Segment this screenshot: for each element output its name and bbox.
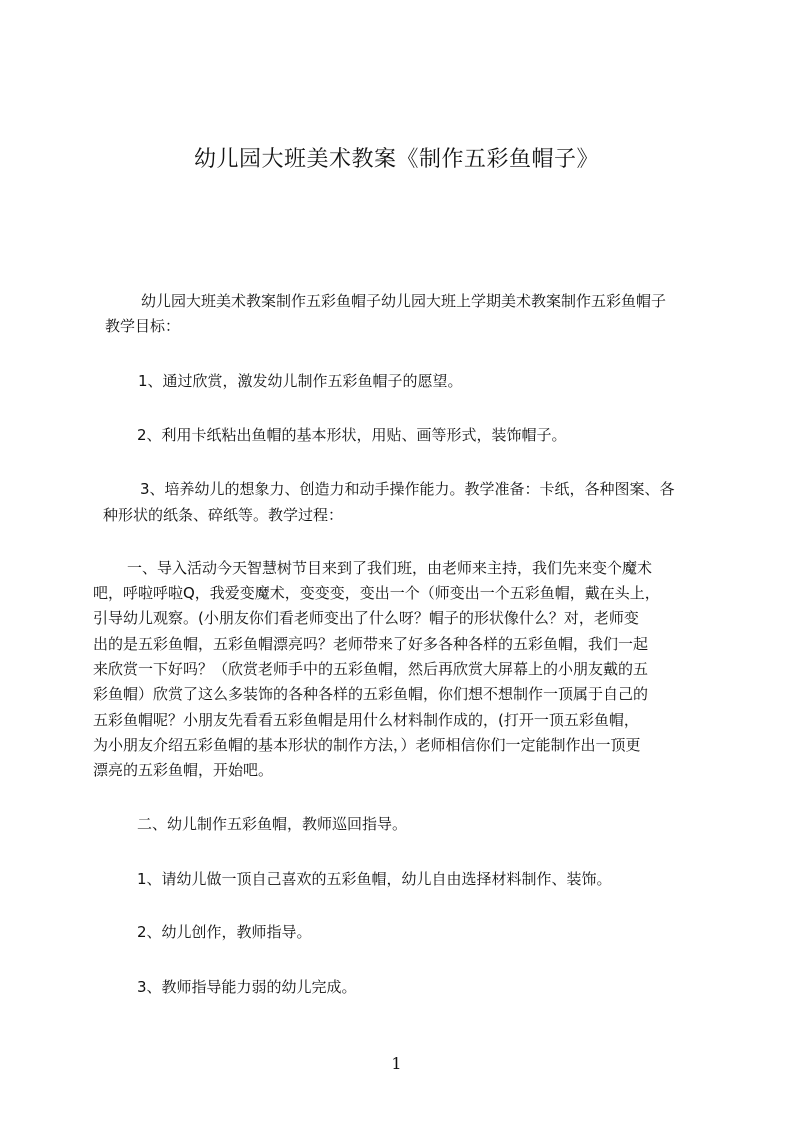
paragraph-section-1-line: 五彩鱼帽呢？小朋友先看看五彩鱼帽是用什么材料制作成的，(打开一顶五彩鱼帽， (93, 711, 639, 729)
paragraph-section-2-step-3: 3、教师指导能力弱的幼儿完成。 (137, 978, 357, 996)
paragraph-objectives-heading: 教学目标： (105, 317, 181, 335)
paragraph-section-1-line: 吧，呼啦呼啦Q，我爱变魔术，变变变，变出一个（师变出一个五彩鱼帽，戴在头上， (93, 584, 660, 602)
paragraph-objective-3: 3、培养幼儿的想象力、创造力和动手操作能力。教学准备：卡纸，各种图案、各 (140, 480, 675, 498)
paragraph-objective-2: 2、利用卡纸粘出鱼帽的基本形状，用贴、画等形式，装饰帽子。 (137, 426, 567, 444)
paragraph-preparation: 种形状的纸条、碎纸等。教学过程： (103, 506, 344, 524)
paragraph-section-1-line: 为小朋友介绍五彩鱼帽的基本形状的制作方法，）老师相信你们一定能制作出一顶更 (93, 736, 641, 754)
paragraph-section-2-step-2: 2、幼儿创作，教师指导。 (137, 923, 312, 941)
paragraph-section-1-line: 彩鱼帽）欣赏了这么多装饰的各种各样的五彩鱼帽，你们想不想制作一顶属于自己的 (93, 685, 649, 703)
paragraph-section-2-step-1: 1、请幼儿做一顶自己喜欢的五彩鱼帽，幼儿自由选择材料制作、装饰。 (137, 870, 612, 888)
document-title: 幼儿园大班美术教案《制作五彩鱼帽子》 (193, 147, 599, 172)
paragraph-section-1-line: 出的是五彩鱼帽，五彩鱼帽漂亮吗？老师带来了好多各种各样的五彩鱼帽，我们一起 (93, 635, 649, 653)
paragraph-intro: 幼儿园大班美术教案制作五彩鱼帽子幼儿园大班上学期美术教案制作五彩鱼帽子 (141, 292, 667, 310)
page-number: 1 (391, 1054, 402, 1073)
paragraph-section-1-line: 来欣赏一下好吗？（欣赏老师手中的五彩鱼帽，然后再欣赏大屏幕上的小朋友戴的五 (93, 660, 649, 678)
paragraph-section-2-heading: 二、幼儿制作五彩鱼帽，教师巡回指导。 (137, 815, 408, 833)
paragraph-section-1-line: 一、导入活动今天智慧树节目来到了我们班，由老师来主持，我们先来变个魔术 (127, 559, 653, 577)
paragraph-objective-1: 1、通过欣赏，激发幼儿制作五彩鱼帽子的愿望。 (138, 372, 463, 390)
paragraph-section-1-line: 引导幼儿观察。(小朋友你们看老师变出了什么呀？帽子的形状像什么？对，老师变 (93, 609, 639, 627)
paragraph-section-1-line: 漂亮的五彩鱼帽，开始吧。 (93, 761, 274, 779)
